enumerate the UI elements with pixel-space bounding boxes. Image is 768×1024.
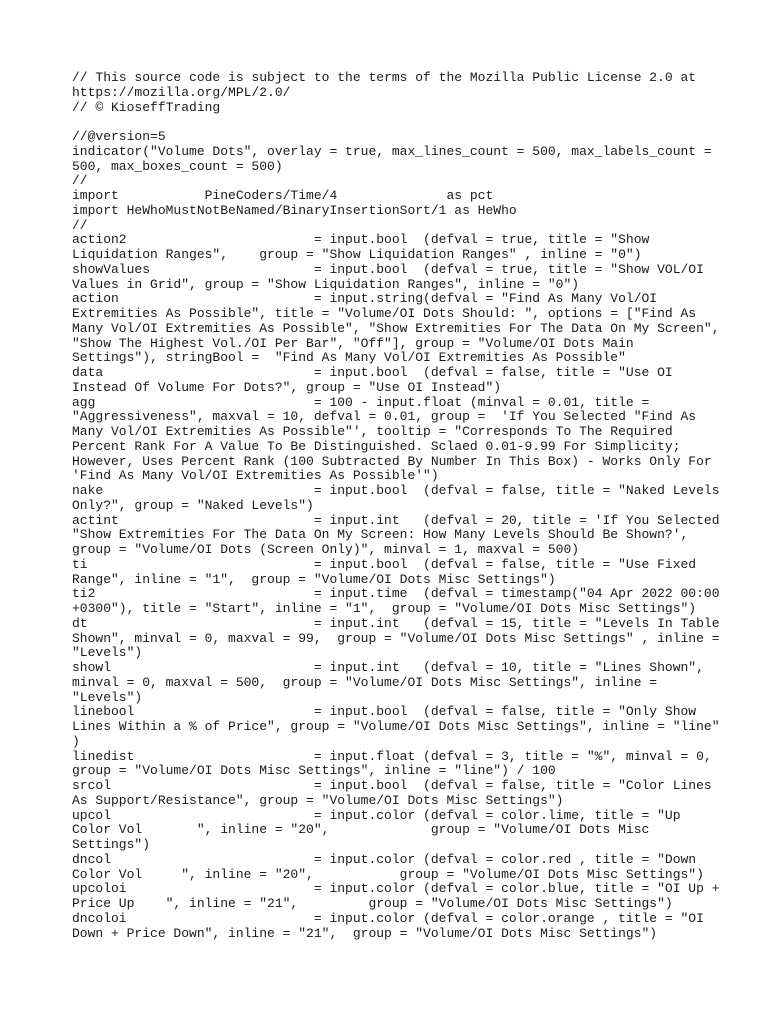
code-line: showValues = input.bool (defval = true, title = "Show VOL/OI <box>72 261 704 277</box>
code-line: data = input.bool (defval = false, title = "Use OI <box>72 365 673 380</box>
code-line: Settings") <box>72 837 151 852</box>
code-line: ti = input.bool (defval = false, title = "Use Fixed <box>72 556 697 572</box>
code-line: minval = 0, maxval = 500, group = "Volume/OI Dots Misc Settings", inline = <box>72 674 658 690</box>
code-line: Down + Price Down", inline = "21", group = "Volume/OI Dots Misc Settings") <box>72 925 658 941</box>
code-line: //@version=5 <box>72 129 166 144</box>
code-line: linebool = input.bool (defval = false, title = "Only Show <box>72 704 697 720</box>
code-line: actint = input.int (defval = 20, title = 'If You Selected <box>72 512 720 528</box>
code-line: upcol = input.color (defval = color.lime, title = "Up <box>72 807 681 823</box>
code-line: // This source code is subject to the terms of the Mozilla Public License 2.0 at <box>72 70 697 85</box>
code-line: https://mozilla.org/MPL/2.0/ <box>72 84 291 100</box>
document-page <box>72 70 720 941</box>
code-line: Percent Rank For A Value To Be Distinguished. Sclaed 0.01-9.99 For Simplicity; <box>72 438 681 454</box>
source-code-block <box>72 70 720 941</box>
code-line: "Aggressiveness", maxval = 10, defval = 0.01, group = 'If You Selected "Find As <box>72 409 697 425</box>
code-line: 500, max_boxes_count = 500) <box>72 158 283 174</box>
code-line: group = "Volume/OI Dots Misc Settings", inline = "line") / 100 <box>72 763 556 779</box>
code-line: As Support/Resistance", group = "Volume/OI Dots Misc Settings") <box>72 792 564 808</box>
code-line <box>72 115 708 130</box>
code-line: 'Find As Many Vol/OI Extremities As Possible'") <box>72 468 439 484</box>
code-line: "Show The Highest Vol./OI Per Bar", "Off"], group = "Volume/OI Dots Main <box>72 335 634 351</box>
code-line: Liquidation Ranges", group = "Show Liquidation Ranges" , inline = "0") <box>72 247 642 262</box>
code-line: // © KioseffTrading <box>72 99 221 115</box>
code-line: // <box>72 173 88 189</box>
code-line: "Levels") <box>72 645 143 661</box>
code-line: srcol = input.bool (defval = false, title = "Color Lines <box>72 778 712 793</box>
code-line: Extremities As Possible", title = "Volume/OI Dots Should: ", options = ["Find As <box>72 306 697 321</box>
code-line: Color Vol ", inline = "20", group = "Volume/OI Dots Misc <box>72 822 650 838</box>
code-line: action = input.string(defval = "Find As Many Vol/OI <box>72 291 658 307</box>
code-line: dncol = input.color (defval = color.red , title = "Down <box>72 851 697 867</box>
code-line: dncoloi = input.color (defval = color.orange , title = "OI <box>72 910 704 926</box>
code-line: showl = input.int (defval = 10, title = "Lines Shown", <box>72 660 704 675</box>
code-line: ) <box>72 733 80 749</box>
code-line: // <box>72 217 88 233</box>
code-line: Settings"), stringBool = "Find As Many Vol/OI Extremities As Possible" <box>72 350 626 366</box>
code-line: upcoloi = input.color (defval = color.blue, title = "OI Up + <box>72 881 720 897</box>
code-line: Values in Grid", group = "Show Liquidation Ranges", inline = "0") <box>72 276 580 292</box>
code-line: Color Vol ", inline = "20", group = "Volume/OI Dots Misc Settings") <box>72 866 704 882</box>
code-line: "Show Extremities For The Data On My Screen: How Many Levels Should Be Shown?', <box>72 527 689 543</box>
code-line: Only?", group = "Naked Levels") <box>72 497 314 513</box>
code-line: Range", inline = "1", group = "Volume/OI Dots Misc Settings") <box>72 571 556 587</box>
code-line: Many Vol/OI Extremities As Possible", "Show Extremities For The Data On My Screen", <box>72 320 720 336</box>
code-line: indicator("Volume Dots", overlay = true, max_lines_count = 500, max_labels_count = <box>72 143 712 159</box>
code-line: Many Vol/OI Extremities As Possible"', tooltip = "Corresponds To The Required <box>72 424 673 439</box>
code-line: +0300"), title = "Start", inline = "1", group = "Volume/OI Dots Misc Settings") <box>72 601 697 616</box>
code-line: dt = input.int (defval = 15, title = "Levels In Table <box>72 615 720 631</box>
code-line: Price Up ", inline = "21", group = "Volume/OI Dots Misc Settings") <box>72 896 673 911</box>
code-line: group = "Volume/OI Dots (Screen Only)", minval = 1, maxval = 500) <box>72 542 580 557</box>
code-line: import PineCoders/Time/4 as pct <box>72 188 494 203</box>
code-line: Instead Of Volume For Dots?", group = "Use OI Instead") <box>72 379 502 395</box>
code-line: linedist = input.float (defval = 3, title = "%", minval = 0, <box>72 748 712 764</box>
code-line: import HeWhoMustNotBeNamed/BinaryInsertionSort/1 as HeWho <box>72 202 517 218</box>
code-line: However, Uses Percent Rank (100 Subtracted By Number In This Box) - Works Only For <box>72 453 712 469</box>
code-line: Shown", minval = 0, maxval = 99, group = "Volume/OI Dots Misc Settings" , inline = <box>72 630 720 646</box>
code-line: Lines Within a % of Price", group = "Volume/OI Dots Misc Settings", inline = "line" <box>72 719 720 734</box>
code-line: agg = 100 - input.float (minval = 0.01, title = <box>72 394 650 410</box>
code-line: action2 = input.bool (defval = true, title = "Show <box>72 232 650 248</box>
code-line: "Levels") <box>72 689 143 705</box>
code-line: ti2 = input.time (defval = timestamp("04 Apr 2022 00:00 <box>72 586 720 602</box>
code-line: nake = input.bool (defval = false, title = "Naked Levels <box>72 483 720 498</box>
